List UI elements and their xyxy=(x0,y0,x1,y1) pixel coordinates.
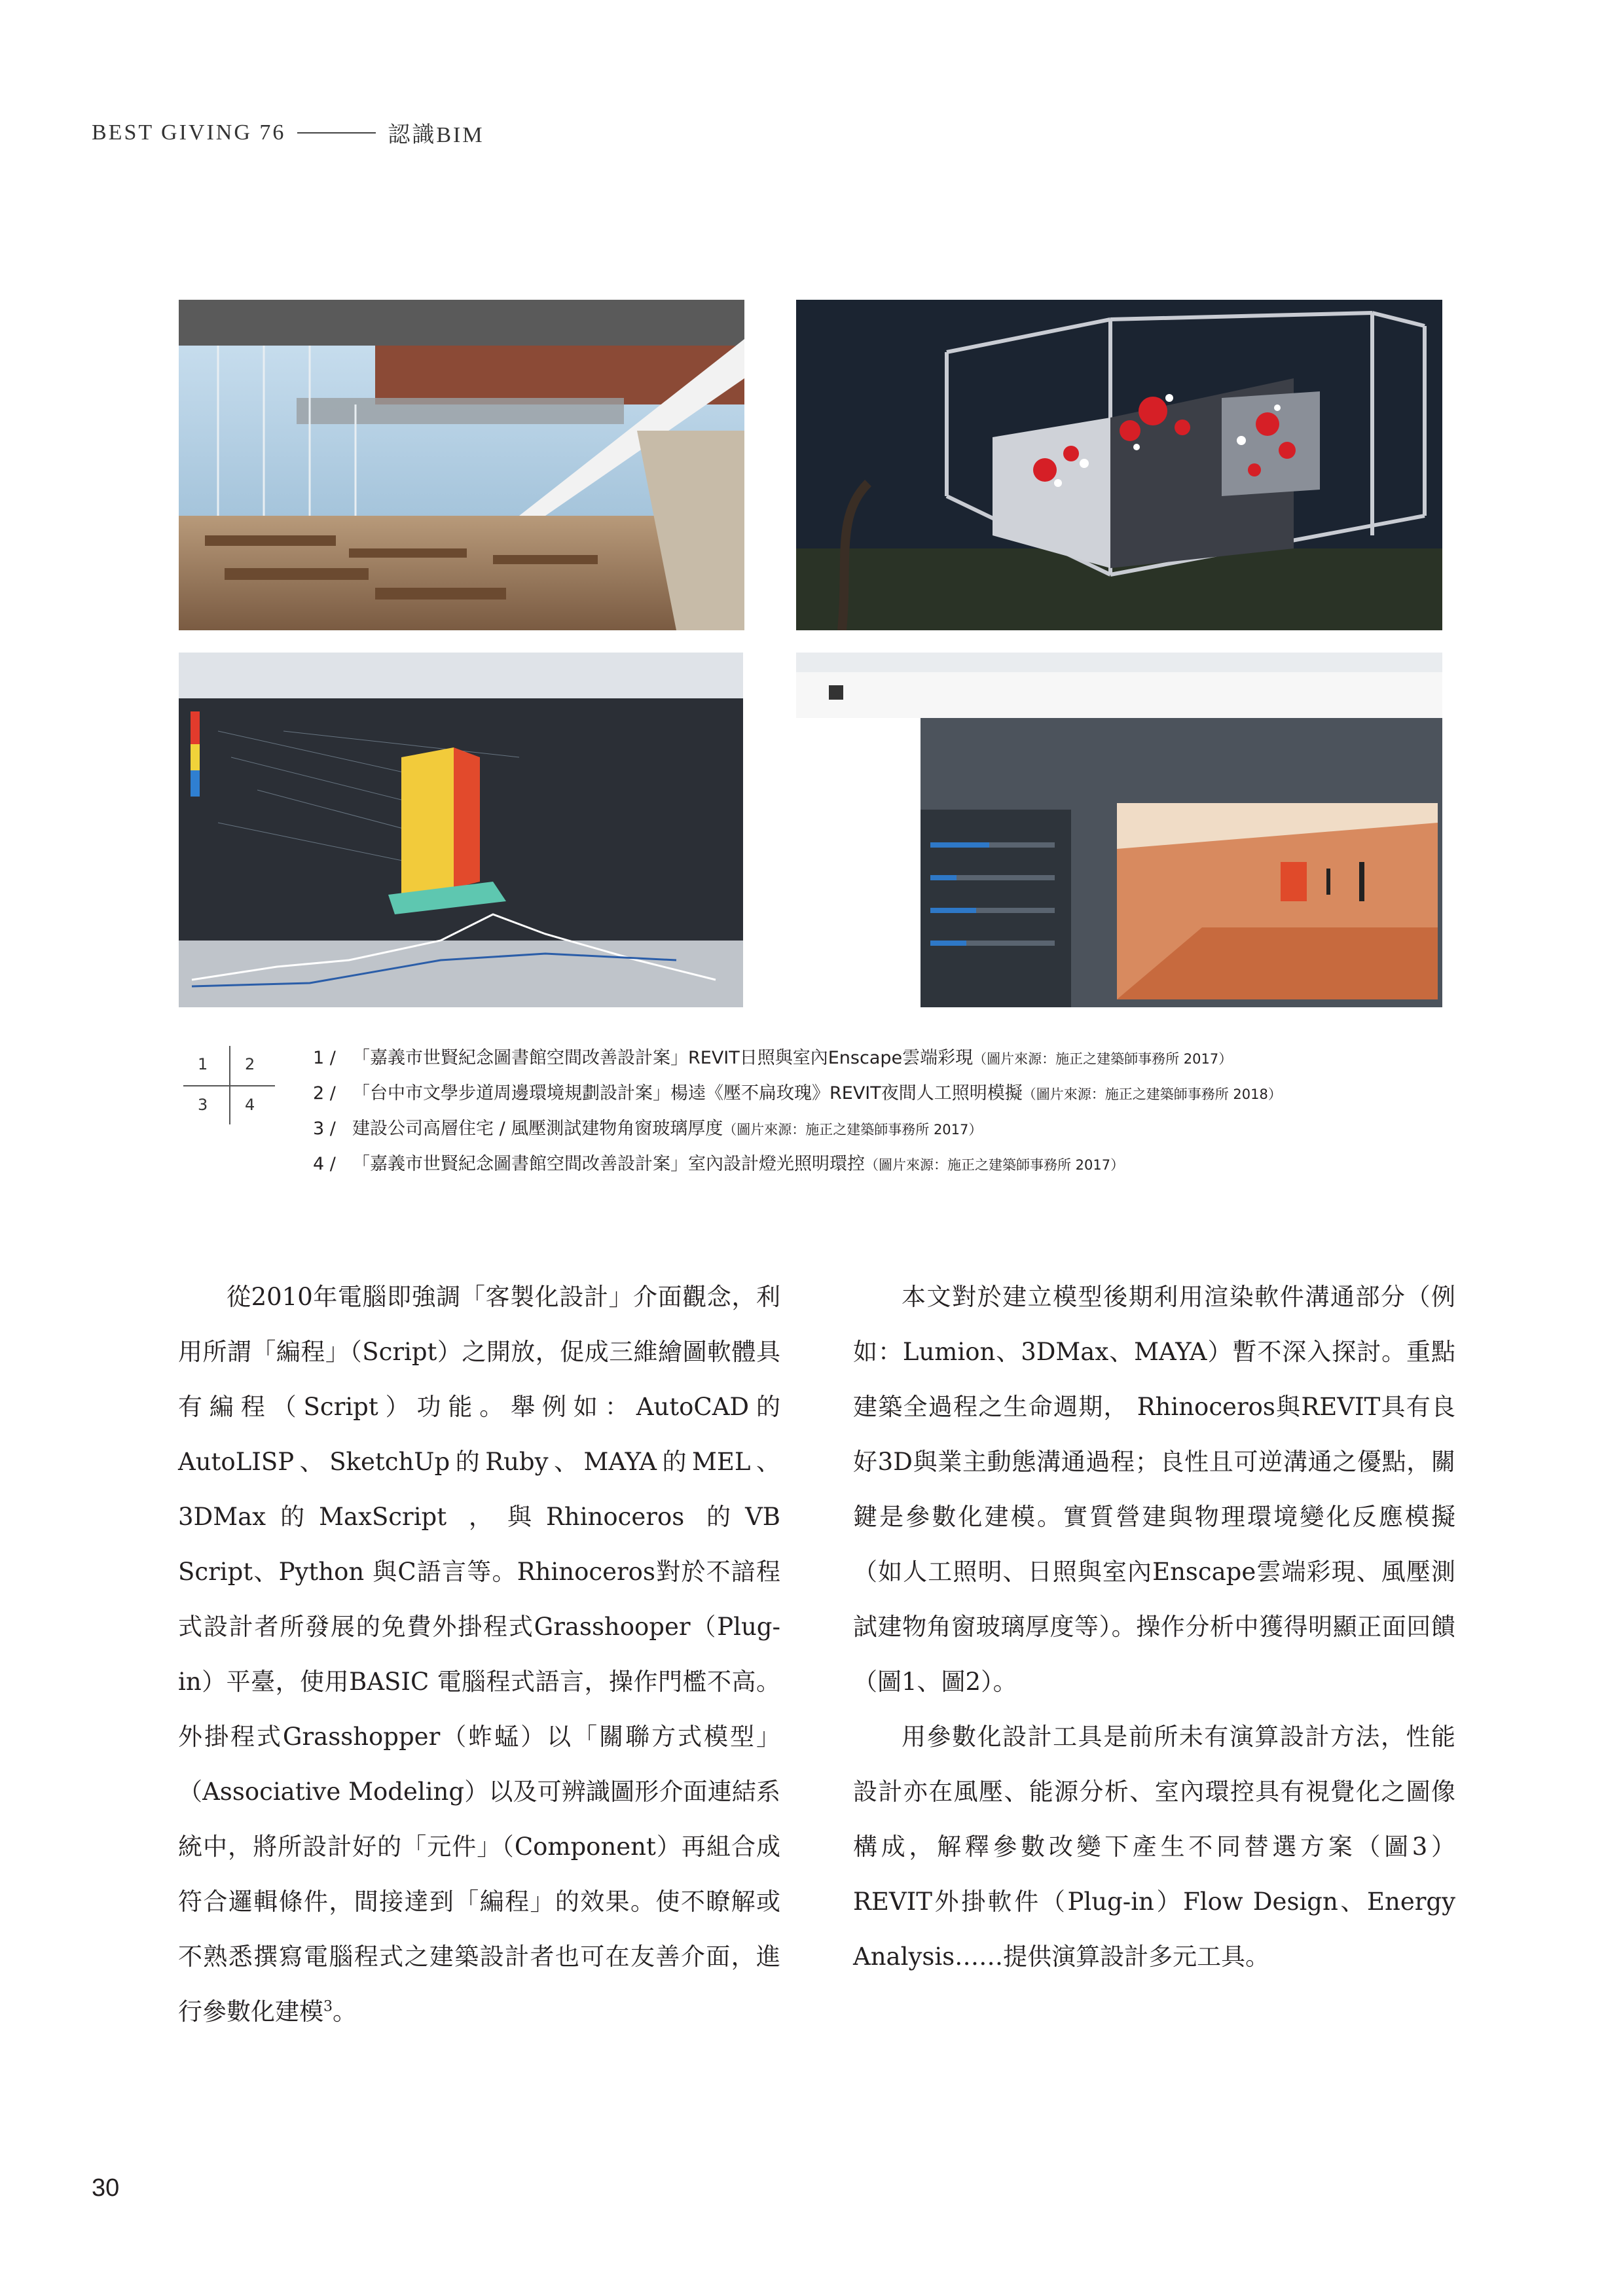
caption-source: （圖片來源：施正之建築師事務所 2017） xyxy=(973,1051,1233,1067)
grid-number: 1 xyxy=(198,1055,208,1073)
body-column-right xyxy=(853,1270,1455,1984)
header-section: 認識BIM xyxy=(388,123,484,147)
figure-index-grid xyxy=(183,1046,275,1124)
running-header xyxy=(92,117,484,149)
grid-number: 4 xyxy=(245,1096,255,1114)
body-paragraph: 用參數化設計工具是前所未有演算設計方法，性能設計亦在風壓、能源分析、室內環控具有視覺化之圖像構成，解釋參數改變下產生不同替選方案（圖3）REVIT外掛軟件（Plug-in）Flow Design、Energy Analysis……提供演算設計多元工具。 xyxy=(853,1723,1455,1971)
grid-number: 2 xyxy=(245,1055,255,1073)
caption-text: 建設公司高層住宅 / 風壓測試建物角窗玻璃厚度 xyxy=(352,1119,723,1139)
body-paragraph: 從2010年電腦即強調「客製化設計」介面觀念，利用所謂「編程」（Script）之開放，促成三維繪圖軟體具有編程（Script）功能。舉例如：AutoCAD的AutoLISP、SketchUp的Ruby、MAYA的MEL、3DMax的MaxScript ，與Rhinoceros 的VB Script、Python 與C語言等。Rhinoceros對於不諳程式設計者所發展的免費外掛程式Grasshooper（Plug-in）平臺，使用BASIC 電腦程式語言，操作門檻不高。外掛程式Grasshopper（蚱蜢）以「關聯方式模型」（Associative Modeling）以及可辨識圖形介面連結系統中，將所設計好的「元件」（Component）再組合成符合邏輯條件，間接達到「編程」的效果。使不瞭解或不熟悉撰寫電腦程式之建築設計者也可在友善介面，進行參數化建模$^3$。 xyxy=(178,1283,780,2026)
header-rule xyxy=(297,132,376,134)
caption-2: 2 / 「台中市文學步道周邊環境規劃設計案」楊逵《壓不扁玫瑰》REVIT夜間人工照明模擬（圖片來源：施正之建築師事務所 2018） xyxy=(313,1083,1282,1103)
caption-3: 3 / 建設公司高層住宅 / 風壓測試建物角窗玻璃厚度（圖片來源：施正之建築師事務所 2017） xyxy=(313,1119,983,1139)
header-magazine: BEST GIVING 76 xyxy=(92,120,286,145)
caption-4: 4 / 「嘉義市世賢紀念圖書館空間改善設計案」室內設計燈光照明環控（圖片來源：施正之建築師事務所 2017） xyxy=(313,1154,1125,1174)
figure-captions xyxy=(313,1041,1465,1182)
grid-vertical-rule xyxy=(229,1046,230,1124)
body-paragraph: 本文對於建立模型後期利用渲染軟件溝通部分（例如：Lumion、3DMax、MAYA）暫不深入探討。重點建築全過程之生命週期， Rhinoceros與REVIT具有良好3D與業主動態溝通過程；良性且可逆溝通之優點，關鍵是參數化建模。實質營建與物理環境變化反應模擬（如人工照明、日照與室內Enscape雲端彩現、風壓測試建物角窗玻璃厚度等）。操作分析中獲得明顯正面回饋 （圖1、圖2）。 xyxy=(853,1283,1455,1696)
body-column-left xyxy=(178,1270,780,2039)
figure-4-autodesk-rendering-image xyxy=(796,653,1442,1007)
caption-source: （圖片來源：施正之建築師事務所 2017） xyxy=(865,1157,1125,1173)
figure-2-night-pavilion-image xyxy=(796,300,1442,630)
figure-3-wind-simulation-image xyxy=(179,653,743,1007)
footnote-marker: 3 xyxy=(323,1998,333,2015)
grid-number: 3 xyxy=(198,1096,208,1114)
page-number: 30 xyxy=(92,2174,120,2202)
caption-source: （圖片來源：施正之建築師事務所 2017） xyxy=(723,1122,983,1138)
caption-1: 1 / 「嘉義市世賢紀念圖書館空間改善設計案」REVIT日照與室內Enscape雲端彩現（圖片來源：施正之建築師事務所 2017） xyxy=(313,1048,1233,1068)
caption-text: 「嘉義市世賢紀念圖書館空間改善設計案」REVIT日照與室內Enscape雲端彩現 xyxy=(352,1048,974,1068)
caption-source: （圖片來源：施正之建築師事務所 2018） xyxy=(1022,1086,1282,1102)
caption-text: 「台中市文學步道周邊環境規劃設計案」楊逵《壓不扁玫瑰》REVIT夜間人工照明模擬 xyxy=(352,1083,1023,1103)
caption-text: 「嘉義市世賢紀念圖書館空間改善設計案」室內設計燈光照明環控 xyxy=(352,1154,865,1174)
figure-1-library-interior-image xyxy=(179,300,744,630)
